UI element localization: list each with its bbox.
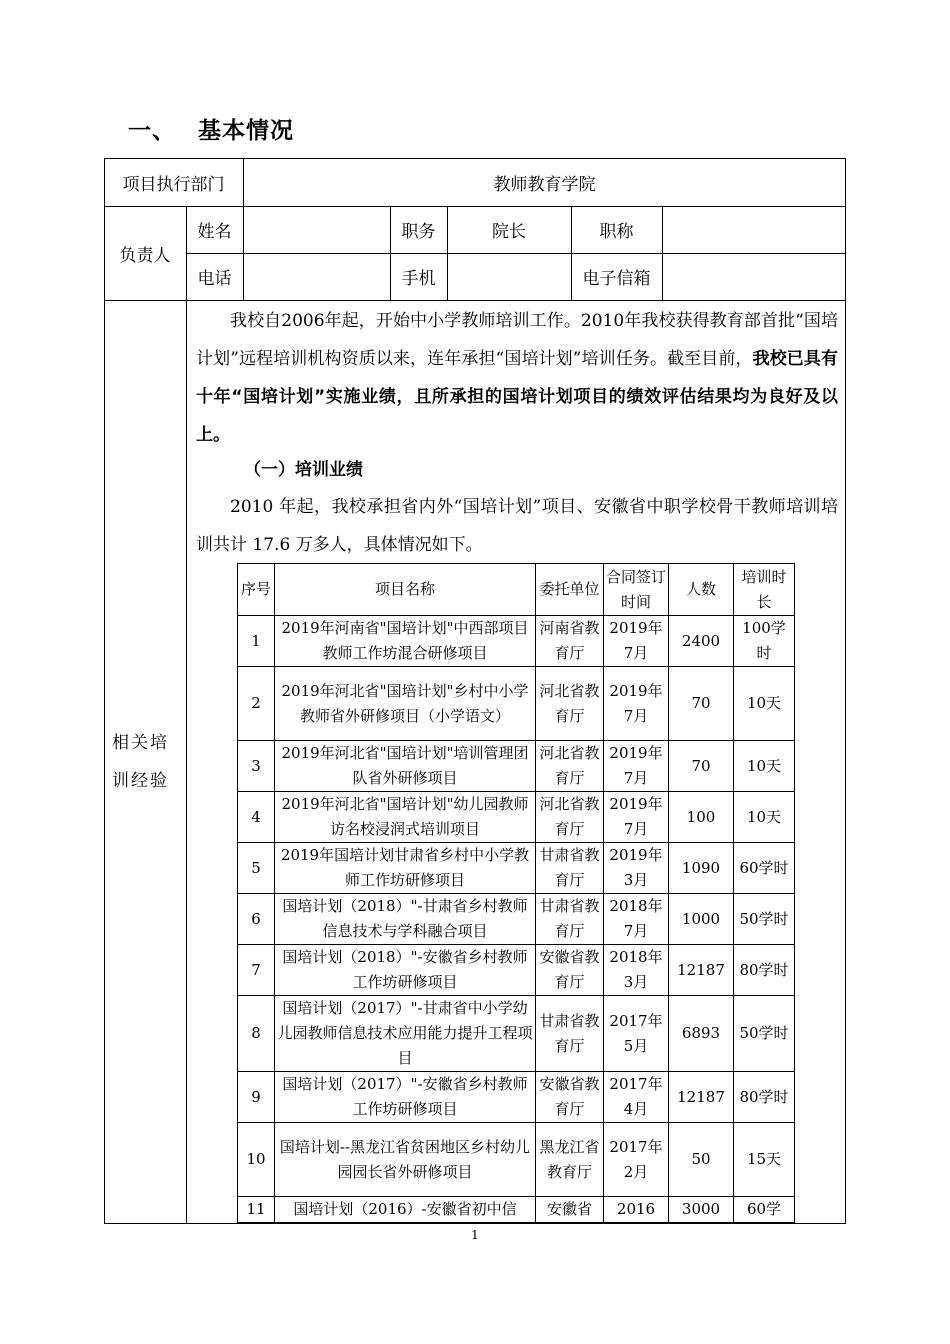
- experience-label: [112, 722, 182, 802]
- table-row: [238, 1197, 795, 1223]
- projects-table-body: [238, 564, 795, 1223]
- cell-duration: 15天: [734, 1123, 795, 1197]
- cell-seq: 5: [238, 843, 275, 894]
- header-seq: 序号: [238, 564, 275, 616]
- header-count: 人数: [669, 564, 734, 616]
- name-label: 姓名: [197, 222, 232, 242]
- cell-duration: 50学时: [734, 894, 795, 945]
- intro-paragraph: [196, 302, 838, 454]
- table-row: [238, 894, 795, 945]
- cell-count: 100: [669, 792, 734, 843]
- cell-client: 安徽省教育厅: [536, 1072, 604, 1123]
- dept-label: 项目执行部门: [122, 174, 225, 195]
- subheading: （一）培训业绩: [244, 460, 363, 480]
- section-title: 基本情况: [198, 118, 294, 144]
- cell-seq: 1: [238, 616, 275, 667]
- cell-duration: 60学时: [734, 843, 795, 894]
- mobile-value: [447, 253, 571, 300]
- cell-client: 河南省教育厅: [536, 616, 604, 667]
- name-value: [243, 206, 390, 253]
- cell-client: 河北省教育厅: [536, 741, 604, 792]
- cell-contract-date: 2019年7月: [604, 616, 669, 667]
- email-label: 电子信箱: [582, 269, 651, 289]
- page-number: 1: [471, 1228, 479, 1242]
- cell-project: 国培计划（2017）"-安徽省乡村教师工作坊研修项目: [275, 1072, 536, 1123]
- cell-contract-date: 2019年7月: [604, 792, 669, 843]
- cell-contract-date: 2018年3月: [604, 945, 669, 996]
- cell-count: 3000: [669, 1197, 734, 1223]
- cell-count: 50: [669, 1123, 734, 1197]
- projects-table: [237, 563, 795, 1223]
- intro-bold-text: 我校已具有十年“国培计划”实施业绩，且所承担的国培计划项目的绩效评估结果均为良好及以上。: [196, 349, 839, 445]
- cell-duration: 10天: [734, 667, 795, 741]
- cell-project: 国培计划（2018）"-甘肃省乡村教师信息技术与学科融合项目: [275, 894, 536, 945]
- dept-value: 教师教育学院: [493, 174, 596, 195]
- cell-seq: 4: [238, 792, 275, 843]
- title-label: 职称: [599, 222, 634, 242]
- cell-seq: 7: [238, 945, 275, 996]
- mobile-label: 手机: [401, 269, 436, 289]
- cell-project: 国培计划（2018）"-安徽省乡村教师工作坊研修项目: [275, 945, 536, 996]
- cell-seq: 2: [238, 667, 275, 741]
- title-value: [662, 206, 846, 253]
- cell-count: 70: [669, 667, 734, 741]
- table-row: [238, 1072, 795, 1123]
- cell-count: 1000: [669, 894, 734, 945]
- cell-count: 1090: [669, 843, 734, 894]
- cell-contract-date: 2016: [604, 1197, 669, 1223]
- table-row: [238, 843, 795, 894]
- header-client: 委托单位: [536, 564, 604, 616]
- cell-contract-date: 2019年3月: [604, 843, 669, 894]
- cell-client: 甘肃省教育厅: [536, 996, 604, 1072]
- table-row: [238, 945, 795, 996]
- cell-client: 黑龙江省教育厅: [536, 1123, 604, 1197]
- cell-client: 甘肃省教育厅: [536, 894, 604, 945]
- section-heading: [128, 112, 294, 145]
- cell-count: 70: [669, 741, 734, 792]
- cell-contract-date: 2018年7月: [604, 894, 669, 945]
- cell-seq: 9: [238, 1072, 275, 1123]
- header-contract-date: 合同签订时间: [604, 564, 669, 616]
- cell-seq: 3: [238, 741, 275, 792]
- table-row: [238, 667, 795, 741]
- cell-duration: 10天: [734, 741, 795, 792]
- cell-duration: 60学: [734, 1197, 795, 1223]
- cell-client: 河北省教育厅: [536, 667, 604, 741]
- cell-client: 安徽省教育厅: [536, 945, 604, 996]
- leader-label: 负责人: [119, 245, 171, 266]
- cell-seq: 6: [238, 894, 275, 945]
- cell-count: 2400: [669, 616, 734, 667]
- cell-duration: 10天: [734, 792, 795, 843]
- cell-project: 2019年国培计划甘肃省乡村中小学教师工作坊研修项目: [275, 843, 536, 894]
- position-label: 职务: [401, 222, 436, 242]
- email-value: [662, 253, 846, 300]
- table-row: [238, 1123, 795, 1197]
- form-rule: [104, 300, 846, 301]
- cell-seq: 11: [238, 1197, 275, 1223]
- cell-contract-date: 2019年7月: [604, 667, 669, 741]
- cell-duration: 80学时: [734, 1072, 795, 1123]
- intro-text: 我校自2006年起，开始中小学教师培训工作。2010年我校获得教育部首批“国培计划”远程培训机构资质以来，连年承担“国培计划”培训任务。截至目前，: [196, 311, 838, 369]
- cell-project: 2019年河北省"国培计划"乡村中小学教师省外研修项目（小学语文）: [275, 667, 536, 741]
- section-number: 一、: [128, 118, 176, 144]
- cell-project: 国培计划（2016）-安徽省初中信: [275, 1197, 536, 1223]
- cell-contract-date: 2019年7月: [604, 741, 669, 792]
- cell-client: 安徽省: [536, 1197, 604, 1223]
- cell-contract-date: 2017年5月: [604, 996, 669, 1072]
- experience-label-text: 相关培训经验: [112, 733, 169, 791]
- table-row: [238, 996, 795, 1072]
- phone-value: [243, 253, 390, 300]
- cell-seq: 8: [238, 996, 275, 1072]
- table-row: [238, 792, 795, 843]
- cell-contract-date: 2017年4月: [604, 1072, 669, 1123]
- form-rule: [186, 206, 187, 1224]
- phone-label: 电话: [197, 269, 232, 289]
- cell-count: 6893: [669, 996, 734, 1072]
- cell-project: 2019年河南省"国培计划"中西部项目教师工作坊混合研修项目: [275, 616, 536, 667]
- cell-client: 甘肃省教育厅: [536, 843, 604, 894]
- cell-project: 国培计划--黑龙江省贫困地区乡村幼儿园园长省外研修项目: [275, 1123, 536, 1197]
- cell-count: 12187: [669, 945, 734, 996]
- cell-client: 河北省教育厅: [536, 792, 604, 843]
- table-row: [238, 616, 795, 667]
- table-header-row: [238, 564, 795, 616]
- cell-project: 国培计划（2017）"-甘肃省中小学幼儿园教师信息技术应用能力提升工程项目: [275, 996, 536, 1072]
- cell-duration: 50学时: [734, 996, 795, 1072]
- scope-paragraph: [196, 488, 838, 564]
- cell-duration: 100学时: [734, 616, 795, 667]
- position-value: 院长: [492, 222, 526, 242]
- header-project: 项目名称: [275, 564, 536, 616]
- cell-duration: 80学时: [734, 945, 795, 996]
- table-row: [238, 741, 795, 792]
- header-duration: 培训时长: [734, 564, 795, 616]
- cell-contract-date: 2017年2月: [604, 1123, 669, 1197]
- cell-seq: 10: [238, 1123, 275, 1197]
- scope-text: 2010 年起，我校承担省内外“国培计划”项目、安徽省中职学校骨干教师培训培训共计 17.6 万多人，具体情况如下。: [196, 497, 838, 555]
- cell-project: 2019年河北省"国培计划"幼儿园教师访名校浸润式培训项目: [275, 792, 536, 843]
- cell-count: 12187: [669, 1072, 734, 1123]
- cell-project: 2019年河北省"国培计划"培训管理团队省外研修项目: [275, 741, 536, 792]
